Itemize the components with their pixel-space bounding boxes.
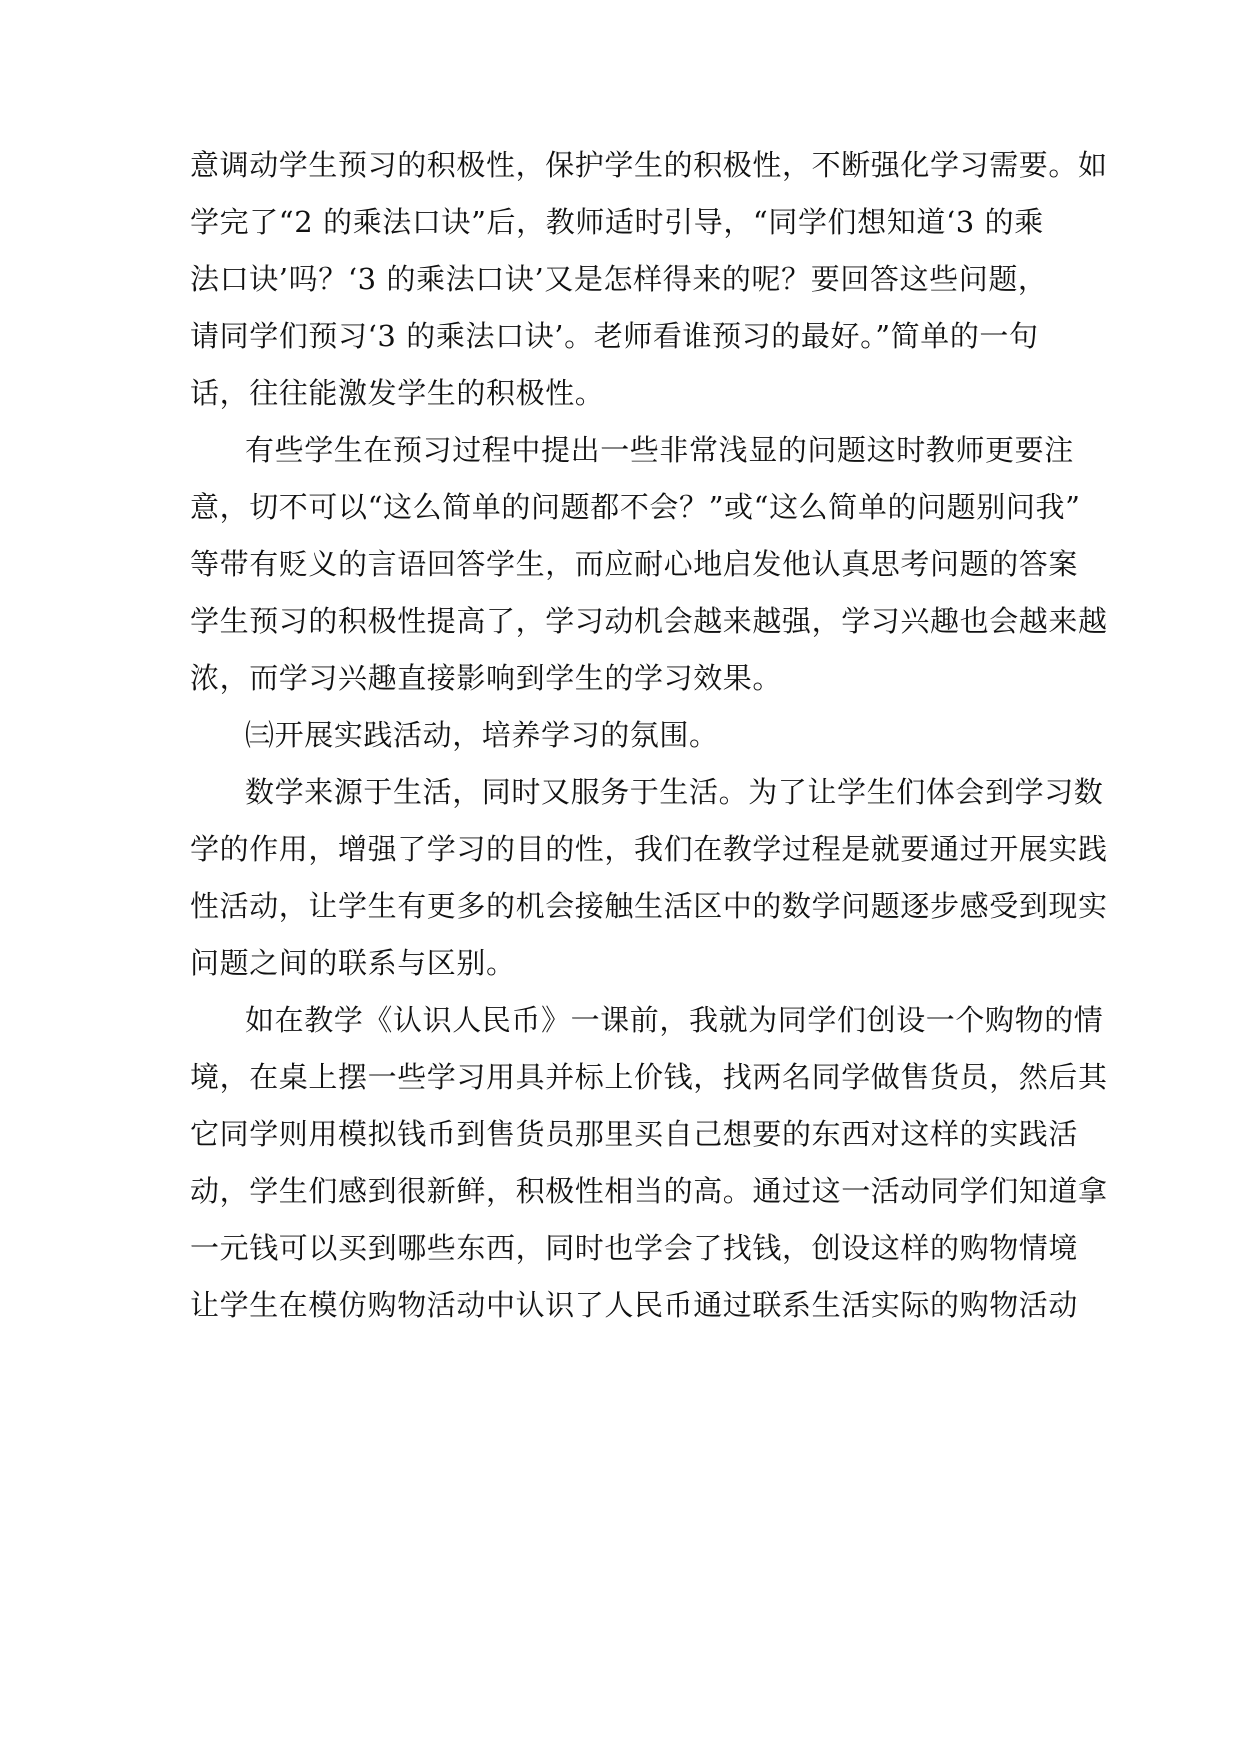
text-line: 性活动，让学生有更多的机会接触生活区中的数学问题逐步感受到现实 — [190, 889, 1108, 923]
text-line: 浓，而学习兴趣直接影响到学生的学习效果。 — [190, 661, 783, 695]
text-line: 动，学生们感到很新鲜，积极性相当的高。通过这一活动同学们知道拿 — [190, 1174, 1108, 1208]
section-heading: ㈢开展实践活动，培养学习的氛围。 — [245, 718, 719, 752]
text-line: 一元钱可以买到哪些东西，同时也学会了找钱，创设这样的购物情境 — [190, 1231, 1079, 1265]
text-line: 问题之间的联系与区别。 — [190, 946, 516, 980]
text-line: 境，在桌上摆一些学习用具并标上价钱，找两名同学做售货员，然后其 — [190, 1060, 1108, 1094]
paragraph-first-line: 如在教学《认识人民币》一课前，我就为同学们创设一个购物的情 — [245, 1003, 1104, 1037]
text-line: 学生预习的积极性提高了，学习动机会越来越强，学习兴趣也会越来越 — [190, 604, 1108, 638]
text-line: 它同学则用模拟钱币到售货员那里买自己想要的东西对这样的实践活 — [190, 1117, 1079, 1151]
text-line: 话，往往能激发学生的积极性。 — [190, 376, 605, 410]
text-line: 请同学们预习‘3 的乘法口诀’。老师看谁预习的最好。”简单的一句 — [190, 319, 1039, 353]
paragraph-first-line: 有些学生在预习过程中提出一些非常浅显的问题这时教师更要注 — [245, 433, 1074, 467]
text-line: 让学生在模仿购物活动中认识了人民币通过联系生活实际的购物活动 — [190, 1288, 1079, 1322]
text-line: 意调动学生预习的积极性，保护学生的积极性，不断强化学习需要。如 — [190, 148, 1108, 182]
text-line: 等带有贬义的言语回答学生，而应耐心地启发他认真思考问题的答案 — [190, 547, 1079, 581]
text-line: 学完了“2 的乘法口诀”后，教师适时引导，“同学们想知道‘3 的乘 — [190, 205, 1044, 239]
text-line: 意，切不可以“这么简单的问题都不会？”或“这么简单的问题别问我” — [190, 490, 1081, 524]
paragraph-first-line: 数学来源于生活，同时又服务于生活。为了让学生们体会到学习数 — [245, 775, 1104, 809]
text-line: 学的作用，增强了学习的目的性，我们在教学过程是就要通过开展实践 — [190, 832, 1108, 866]
text-line: 法口诀’吗？‘3 的乘法口诀’又是怎样得来的呢？要回答这些问题， — [190, 262, 1048, 296]
